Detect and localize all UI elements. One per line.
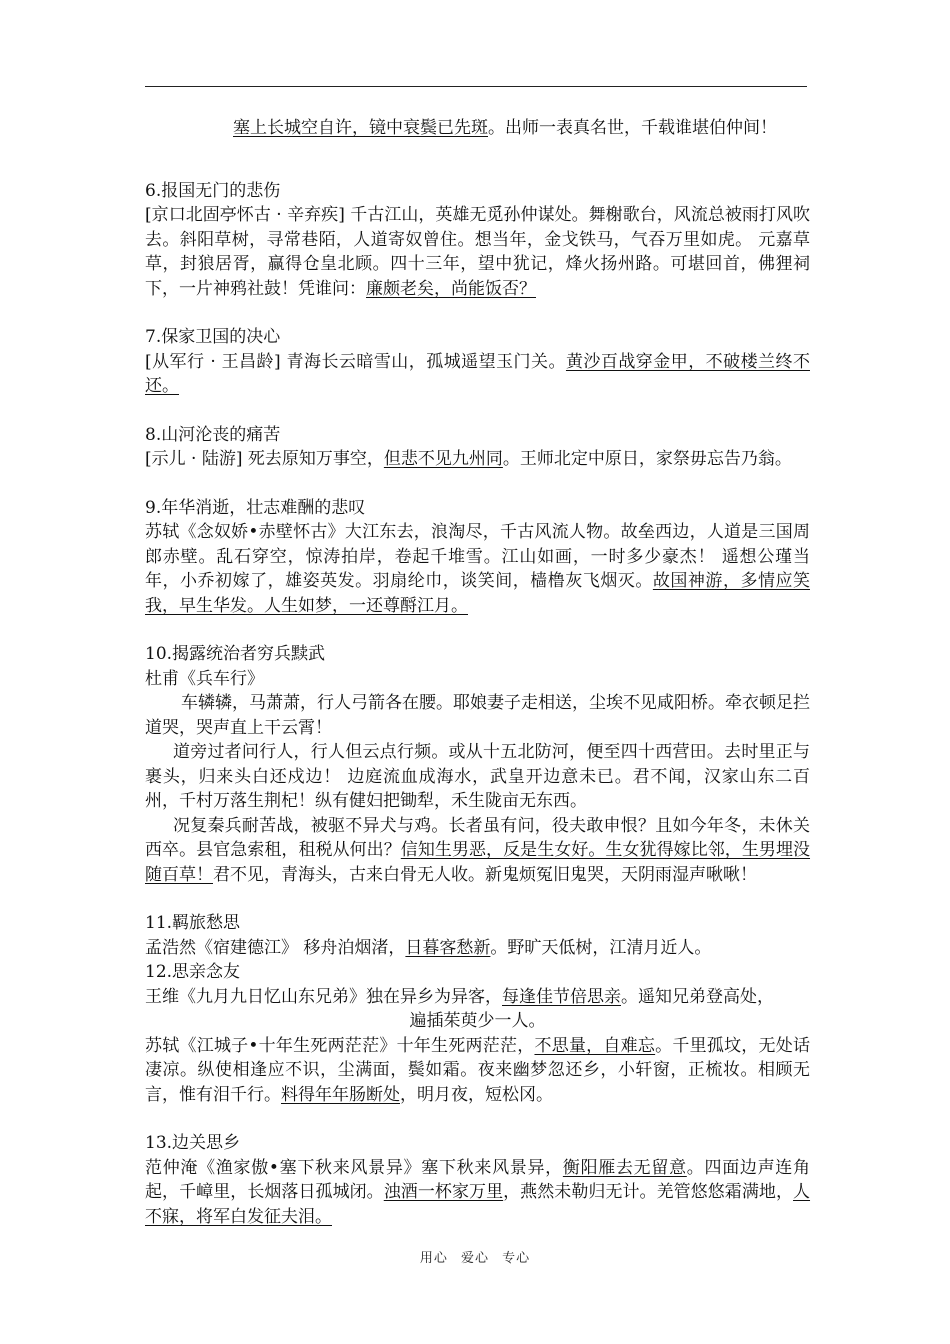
section-text: 苏轼《念奴娇•赤壁怀古》大江东去，浪淘尽，千古风流人物。故垒西边，人道是三国周郎赤壁。乱石穿空，惊涛拍岸，卷起千堆雪。江山如画，一时多少豪杰！ 遥想公瑾当年，小乔初嫁了，雄姿英发。羽扇纶巾，谈笑间，樯橹灰飞烟灭。故国神游，多情应笑我，早生华发。人生如梦，一还尊酹江月。 bbox=[145, 522, 810, 616]
section-heading: 7.保家卫国的决心 bbox=[145, 327, 281, 347]
page-footer: 用心 爱心 专心 bbox=[419, 1251, 531, 1266]
section-heading: 8.山河沦丧的痛苦 bbox=[145, 424, 281, 445]
section-text: [京口北固亭怀古 · 辛弃疾] 千古江山，英雄无觅孙仲谋处。舞榭歌台，风流总被雨打风吹去。斜阳草树，寻常巷陌，人道寄奴曾住。想当年，金戈铁马，气吞万里如虎。 元嘉草草，封狼居胥，赢得仓皇北顾。四十三年，望中犹记，烽火扬州路。可堪回首，佛狸祠下，一片神鸦社鼓！凭谁问：廉颇老矣，尚能饭否？ bbox=[145, 205, 810, 299]
section-heading: 9.年华消逝，壮志难酬的悲叹 bbox=[145, 497, 366, 518]
section-heading: 12.思亲念友 bbox=[145, 962, 241, 982]
intro-line: 塞上长城空自许，镜中衰鬓已先斑。出师一表真名世，千载谁堪伯仲间！ bbox=[233, 118, 777, 138]
section-text: [从军行 · 王昌龄] 青海长云暗雪山，孤城遥望玉门关。黄沙百战穿金甲，不破楼兰终不还。 bbox=[145, 351, 810, 396]
poem-title: 杜甫《兵车行》 bbox=[145, 668, 264, 689]
section-heading: 11.羁旅愁思 bbox=[145, 913, 241, 933]
poem-paragraph: 况复秦兵耐苦战，被驱不异犬与鸡。长者虽有问，役夫敢申恨？且如今年冬，未休关西卒。县官急索租，租税从何出？信知生男恶，反是生女好。生女犹得嫁比邻，生男埋没随百草！君不见，青海头，古来白骨无人收。新鬼烦冤旧鬼哭，天阴雨湿声啾啾！ bbox=[145, 815, 811, 885]
poem-paragraph: 道旁过者问行人，行人但云点行频。或从十五北防河，便至四十西营田。去时里正与裹头，归来头白还戍边！ 边庭流血成海水，武皇开边意未已。君不闻，汉家山东二百州，千村万落生荆杞！纵有健妇把锄犁，禾生陇亩无东西。 bbox=[145, 742, 810, 811]
section-heading: 13.边关思乡 bbox=[145, 1133, 241, 1153]
section-text-centered: 遍插茱萸少一人。 bbox=[409, 1011, 546, 1031]
section-heading: 10.揭露统治者穷兵黩武 bbox=[145, 644, 326, 664]
section-text: 范仲淹《渔家傲•塞下秋来风景异》塞下秋来风景异，衡阳雁去无留意。四面边声连角起，千嶂里，长烟落日孤城闭。浊酒一杯家万里，燕然未勒归无计。羌管悠悠霜满地，人不寐，将军白发征夫泪。 bbox=[145, 1157, 811, 1227]
section-text: [示儿 · 陆游] 死去原知万事空，但悲不见九州同。王师北定中原日，家祭毋忘告乃翁。 bbox=[145, 449, 792, 469]
section-text: 苏轼《江城子•十年生死两茫茫》十年生死两茫茫，不思量，自难忘。千里孤坟，无处话凄凉。纵使相逢应不识，尘满面，鬓如霜。夜来幽梦忽还乡，小轩窗，正梳妆。相顾无言，惟有泪千行。料得年年肠断处，明月夜，短松冈。 bbox=[145, 1035, 811, 1105]
section-heading: 6.报国无门的悲伤 bbox=[145, 180, 281, 201]
document-body bbox=[145, 116, 810, 1229]
header-rule bbox=[145, 86, 807, 87]
section-text: 孟浩然《宿建德江》 移舟泊烟渚，日暮客愁新。野旷天低树，江清月近人。 bbox=[145, 937, 712, 958]
poem-paragraph: 车辚辚，马萧萧，行人弓箭各在腰。耶娘妻子走相送，尘埃不见咸阳桥。牵衣顿足拦道哭，哭声直上干云霄！ bbox=[145, 693, 810, 738]
section-text: 王维《九月九日忆山东兄弟》独在异乡为异客，每逢佳节倍思亲。遥知兄弟登高处， bbox=[145, 986, 774, 1007]
